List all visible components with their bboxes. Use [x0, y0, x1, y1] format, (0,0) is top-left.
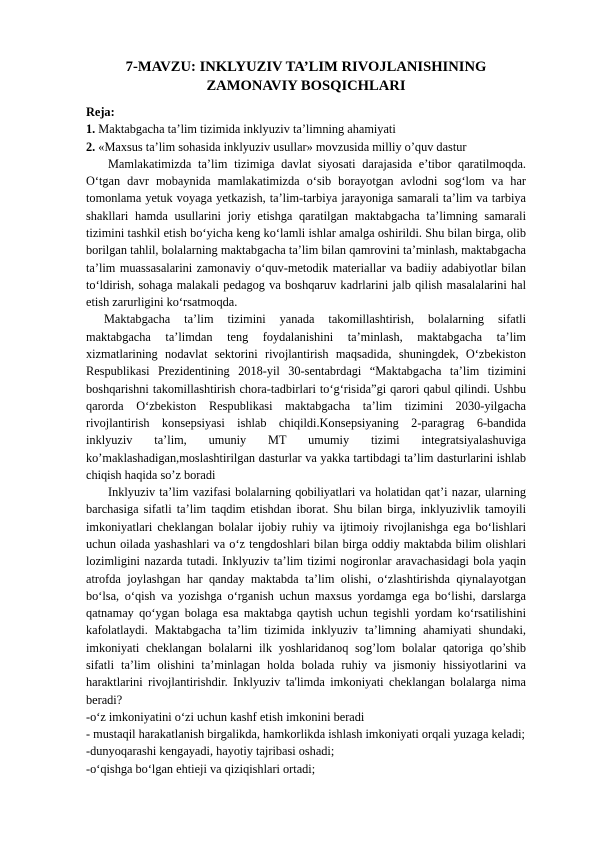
plan-item — [86, 121, 526, 138]
list-line: -o‘z imkoniyatini o‘zi uchun kashf etish imkonini beradi — [86, 709, 365, 724]
plan-item-text: Maktabgacha ta’lim tizimida inklyuziv ta’limning ahamiyati — [95, 122, 396, 137]
list-line: -dunyoqarashi kengayadi, hayotiy tajribasi oshadi; — [86, 744, 335, 759]
list-line: - mustaqil harakatlanish birgalikda, hamkorlikda ishlash imkoniyati orqali yuzaga keladi; — [86, 727, 525, 742]
paragraph: Mamlakatimizda ta’lim tizimiga davlat siyosati darajasida e’tibor qaratilmoqda. O‘tgan davr mobaynida mamlakatimizda o‘sib borayotgan avlodni sog‘lom va har tomonlama yetuk voyaga yetkazish, ta’lim-tarbiya jarayoniga samarali ta’lim va tarbiya shakllari hamda usullarini joriy etishga qaratilgan maktabgacha ta’limning samarali tizimini tashkil etish bo‘yicha keng ko‘lamli ishlar amalga oshirildi. Shu bilan birga, olib borilgan tahlil, bolalarning maktabgacha ta’lim bilan qamrovini ta’minlash, maktabgacha ta’lim muassasalarini zamonaviy o‘quv-metodik materiallar va badiiy adabiyotlar bilan to‘ldirish, sohaga malakali pedagog va boshqaruv kadrlarini jalb qilish masalalarini hal etish zarurligini ko‘rsatmoqda. — [86, 156, 526, 310]
document-page — [86, 58, 526, 778]
paragraph: Maktabgacha ta’lim tizimini yanada takomillashtirish, bolalarning sifatli maktabgacha ta’limdan teng foydalanishini ta’minlash, maktabgacha ta’lim xizmatlarining nodavlat sektorini rivojlantirish maqsadida, shuningdek, O‘zbekiston Respublikasi Prezidentining 2018-yil 30-sentabrdagi “Maktabgacha ta’lim tizimini boshqarishni takomillashtirish chora-tadbirlari to‘g‘risida”gi qarori qabul qilindi. Ushbu qarorda O‘zbekiston Respublikasi maktabgacha ta’lim tizimini 2030-yilgacha rivojlantirish konsepsiyasi ishlab chiqildi.Konsepsiyaning 2-paragrag 6-bandida inklyuziv ta’lim, umuniy MT umumiy tizimi integratsiyalashuviga ko’maklashadigan,moslashtirilgan dasturlar va yakka tartibdagi ta’lim dasturlarini ishlab chiqish haqida so’z boradi — [86, 312, 526, 482]
title-line-2: ZAMONAVIY BOSQICHLARI — [206, 78, 406, 94]
plan-heading: Reja: — [86, 105, 115, 119]
plan-item — [86, 139, 526, 156]
paragraph: Inklyuziv ta’lim vazifasi bolalarning qobiliyatlari va holatidan qat’i nazar, ularning barchasiga sifatli ta’lim taqdim etishdan iborat. Shu bilan birga, inklyuzivlik tamoyili imkoniyatlari cheklangan bolalar ijobiy ruhiy va ijtimoiy rivojlanishga ega bo‘lishlari uchun oilada yashashlari va o‘z tengdoshlari bilan birga oddiy maktabda bilim olishlari lozimligini nazarda tutadi. Inklyuziv ta’lim tizimi nogironlar aravachasidagi bola yaqin atrofda joylashgan har qanday maktabda ta’lim olishi, o‘zlashtirishda qiynalayotgan bo‘lsa, o‘qish va yozishga o‘rganish uchun maxsus yordamga ega bo‘lishi, darslarga qatnamay qo‘ygan bolaga esa maktabga qaytish uchun tegishli yordam ko‘rsatilishini kafolatlaydi. Maktabgacha ta’lim tizimida inklyuziv ta’limning ahamiyati shundaki, imkoniyati cheklangan bolalarni ilk yoshlaridanoq sog’lom bolalar qatoriga qo’shib sifatli ta’lim olishini ta’minlagan holda bolada ruhiy va jismoniy hissiyotlarini va haraktlarini rivojlantirishdir. Inklyuziv ta'limda imkoniyati cheklangan bolalarga nima beradi? — [86, 485, 526, 707]
document-title — [86, 58, 526, 96]
title-line-1: 7-MAVZU: INKLYUZIV TA’LIM RIVOJLANISHINING — [125, 59, 487, 75]
list-line: -o‘qishga bo‘lgan ehtieji va qiziqishlari ortadi; — [86, 761, 316, 776]
plan-item-number: 2. — [86, 139, 96, 154]
plan-item-number: 1. — [86, 122, 96, 137]
plan-item-text: «Maxsus ta’lim sohasida inklyuziv usullar» movzusida milliy o’quv dastur — [95, 139, 467, 154]
